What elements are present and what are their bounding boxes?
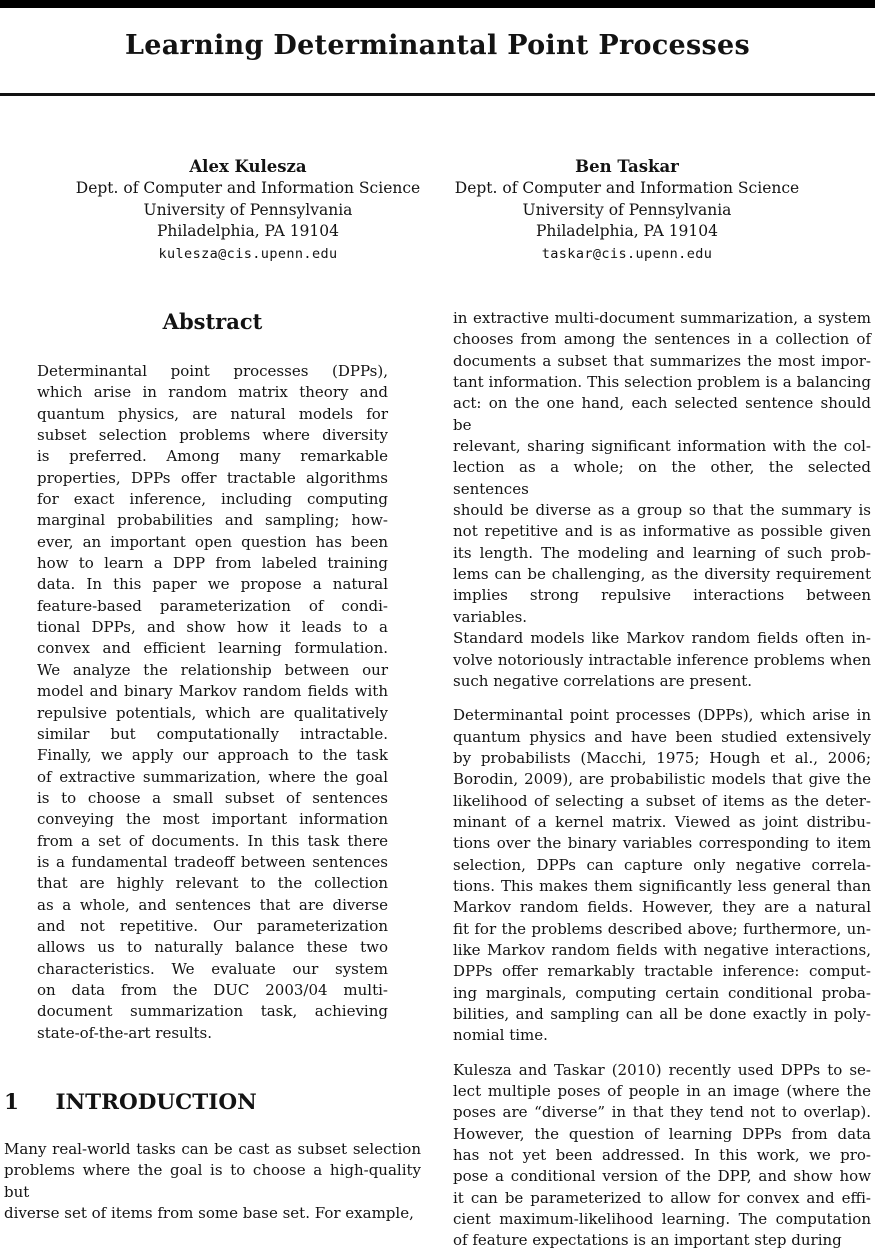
text-line: has not yet been addressed. In this work, we pro- [453,1146,871,1165]
section-title: INTRODUCTION [55,1090,257,1115]
text-line: for exact inference, including computing [37,490,388,509]
author-name: Alex Kulesza [189,157,307,176]
text-line: tions over the binary variables corresponding to item [453,834,871,853]
text-line: such negative correlations are present. [453,671,753,690]
author-name: Ben Taskar [575,157,679,176]
text-line: quantum physics, are natural models for [37,404,388,423]
introduction-paragraph [4,1139,421,1224]
text-line: chooses from among the sentences in a collection of [453,330,871,349]
body-paragraph [453,705,871,1047]
author-email: taskar@cis.upenn.edu [541,245,713,262]
text-line: of extractive summarization, where the goal [37,767,388,786]
text-line: should be diverse as a group so that the summary is [453,501,871,520]
text-line: it can be parameterized to allow for convex and effi- [453,1188,871,1207]
text-line: on data from the DUC 2003/04 multi- [37,980,388,999]
text-line: state-of-the-art results. [37,1023,212,1042]
text-line: tions. This makes them significantly less general than [453,876,871,895]
text-line: lect multiple poses of people in an image (where the [453,1082,871,1101]
text-line: Many real-world tasks can be cast as subset selection [4,1140,421,1158]
text-line: documents a subset that summarizes the most impor- [453,351,871,370]
text-line: lems can be challenging, as the diversity requirement [453,565,871,584]
text-line: in extractive multi-document summarization, a system [453,309,871,327]
body-paragraph [453,1060,871,1252]
text-line: feature-based parameterization of condi- [37,596,388,615]
author-university: University of Pennsylvania [143,200,353,219]
text-line: is to choose a small subset of sentences [37,788,388,807]
page-title: Learning Determinantal Point Processes [124,30,751,61]
text-line: pose a conditional version of the DPP, and show how [453,1167,871,1186]
text-line: allows us to naturally balance these two [37,938,388,957]
text-line: Standard models like Markov random fields often in- [453,629,871,648]
text-line: Markov random fields. However, they are a natural [453,898,871,917]
text-line: that are highly relevant to the collection [37,874,388,893]
text-line: DPPs offer remarkably tractable inference: comput- [453,962,871,981]
text-line: We analyze the relationship between our [37,660,388,679]
text-line: subset selection problems where diversity [37,426,388,445]
text-line: is preferred. Among many remarkable [37,447,388,466]
author-block-taskar [427,156,827,265]
author-email: kulesza@cis.upenn.edu [158,245,338,262]
text-line: similar but computationally intractable. [37,724,388,743]
title-divider-rule [0,93,875,96]
text-line: characteristics. We evaluate our system [37,959,388,978]
author-address: Philadelphia, PA 19104 [535,222,718,240]
text-line: problems where the goal is to choose a high-quality but [4,1161,421,1201]
text-line: Borodin, 2009), are probabilistic models that give the [453,770,871,789]
author-address: Philadelphia, PA 19104 [156,222,339,240]
body-paragraph [453,308,871,692]
section-heading-introduction [4,1091,421,1115]
text-line: repulsive potentials, which are qualitatively [37,703,388,722]
text-line: lection as a whole; on the other, the selected sentences [453,458,871,498]
text-line: cient maximum-likelihood learning. The computation [453,1210,871,1229]
text-line: data. In this paper we propose a natural [37,575,388,594]
text-line: ing marginals, computing certain conditional proba- [453,983,871,1002]
author-university: University of Pennsylvania [522,200,732,219]
text-line: Finally, we apply our approach to the task [37,746,388,765]
text-line: minant of a kernel matrix. Viewed as joint distribu- [453,812,871,831]
text-line: selection, DPPs can capture only negative correla- [453,855,871,874]
abstract-text [37,361,388,1044]
text-line: diverse set of items from some base set. For example, [4,1204,414,1223]
author-block-kulesza [48,156,448,265]
text-line: quantum physics and have been studied extensively [453,727,871,746]
author-department: Dept. of Computer and Information Science [454,179,800,197]
text-line: Determinantal point processes (DPPs), [37,362,388,380]
abstract-section [37,310,388,1044]
text-line: of feature expectations is an important step during [453,1231,842,1250]
text-line: and not repetitive. Our parameterization [37,916,388,935]
text-line: poses are “diverse” in that they tend not to overlap). [453,1103,871,1122]
text-line: properties, DPPs offer tractable algorithms [37,468,388,487]
text-line: marginal probabilities and sampling; how- [37,511,388,530]
text-line: from a set of documents. In this task there [37,831,388,850]
text-line: by probabilists (Macchi, 1975; Hough et al., 2006; [453,748,871,767]
text-line: its length. The modeling and learning of such prob- [453,543,871,562]
text-line: convex and efficient learning formulation. [37,639,388,658]
text-line: is a fundamental tradeoff between sentences [37,852,388,871]
author-department: Dept. of Computer and Information Science [75,179,421,197]
text-line: Determinantal point processes (DPPs), which arise in [453,706,871,725]
two-column-body [4,308,871,1252]
text-line: However, the question of learning DPPs from data [453,1124,871,1143]
text-line: bilities, and sampling can all be done exactly in poly- [453,1005,871,1023]
text-line: nomial time. [453,1026,548,1045]
text-line: which arise in random matrix theory and [37,383,388,402]
text-line: how to learn a DPP from labeled training [37,554,388,573]
text-line: as a whole, and sentences that are diverse [37,895,388,914]
text-line: fit for the problems described above; furthermore, un- [453,919,871,938]
left-column [4,308,421,1224]
text-line: Kulesza and Taskar (2010) recently used DPPs to se- [453,1060,871,1079]
text-line: document summarization task, achieving [37,1002,388,1021]
abstract-heading: Abstract [162,309,263,334]
text-line: act: on the one hand, each selected sentence should be [453,394,871,434]
section-number: 1 [4,1090,19,1115]
text-line: relevant, sharing significant information with the col- [453,437,871,456]
text-line: tional DPPs, and show how it leads to a [37,618,388,637]
right-column [453,308,871,1252]
text-line: not repetitive and is as informative as possible given [453,522,871,541]
text-line: likelihood of selecting a subset of items as the deter- [453,791,871,810]
text-line: conveying the most important information [37,810,388,829]
top-black-bar [0,0,875,8]
text-line: tant information. This selection problem is a balancing [453,373,871,392]
text-line: implies strong repulsive interactions between variables. [453,586,871,626]
text-line: like Markov random fields with negative interactions, [453,940,871,959]
text-line: model and binary Markov random fields with [37,682,388,701]
text-line: volve notoriously intractable inference problems when [453,650,871,669]
text-line: ever, an important open question has been [37,532,388,551]
